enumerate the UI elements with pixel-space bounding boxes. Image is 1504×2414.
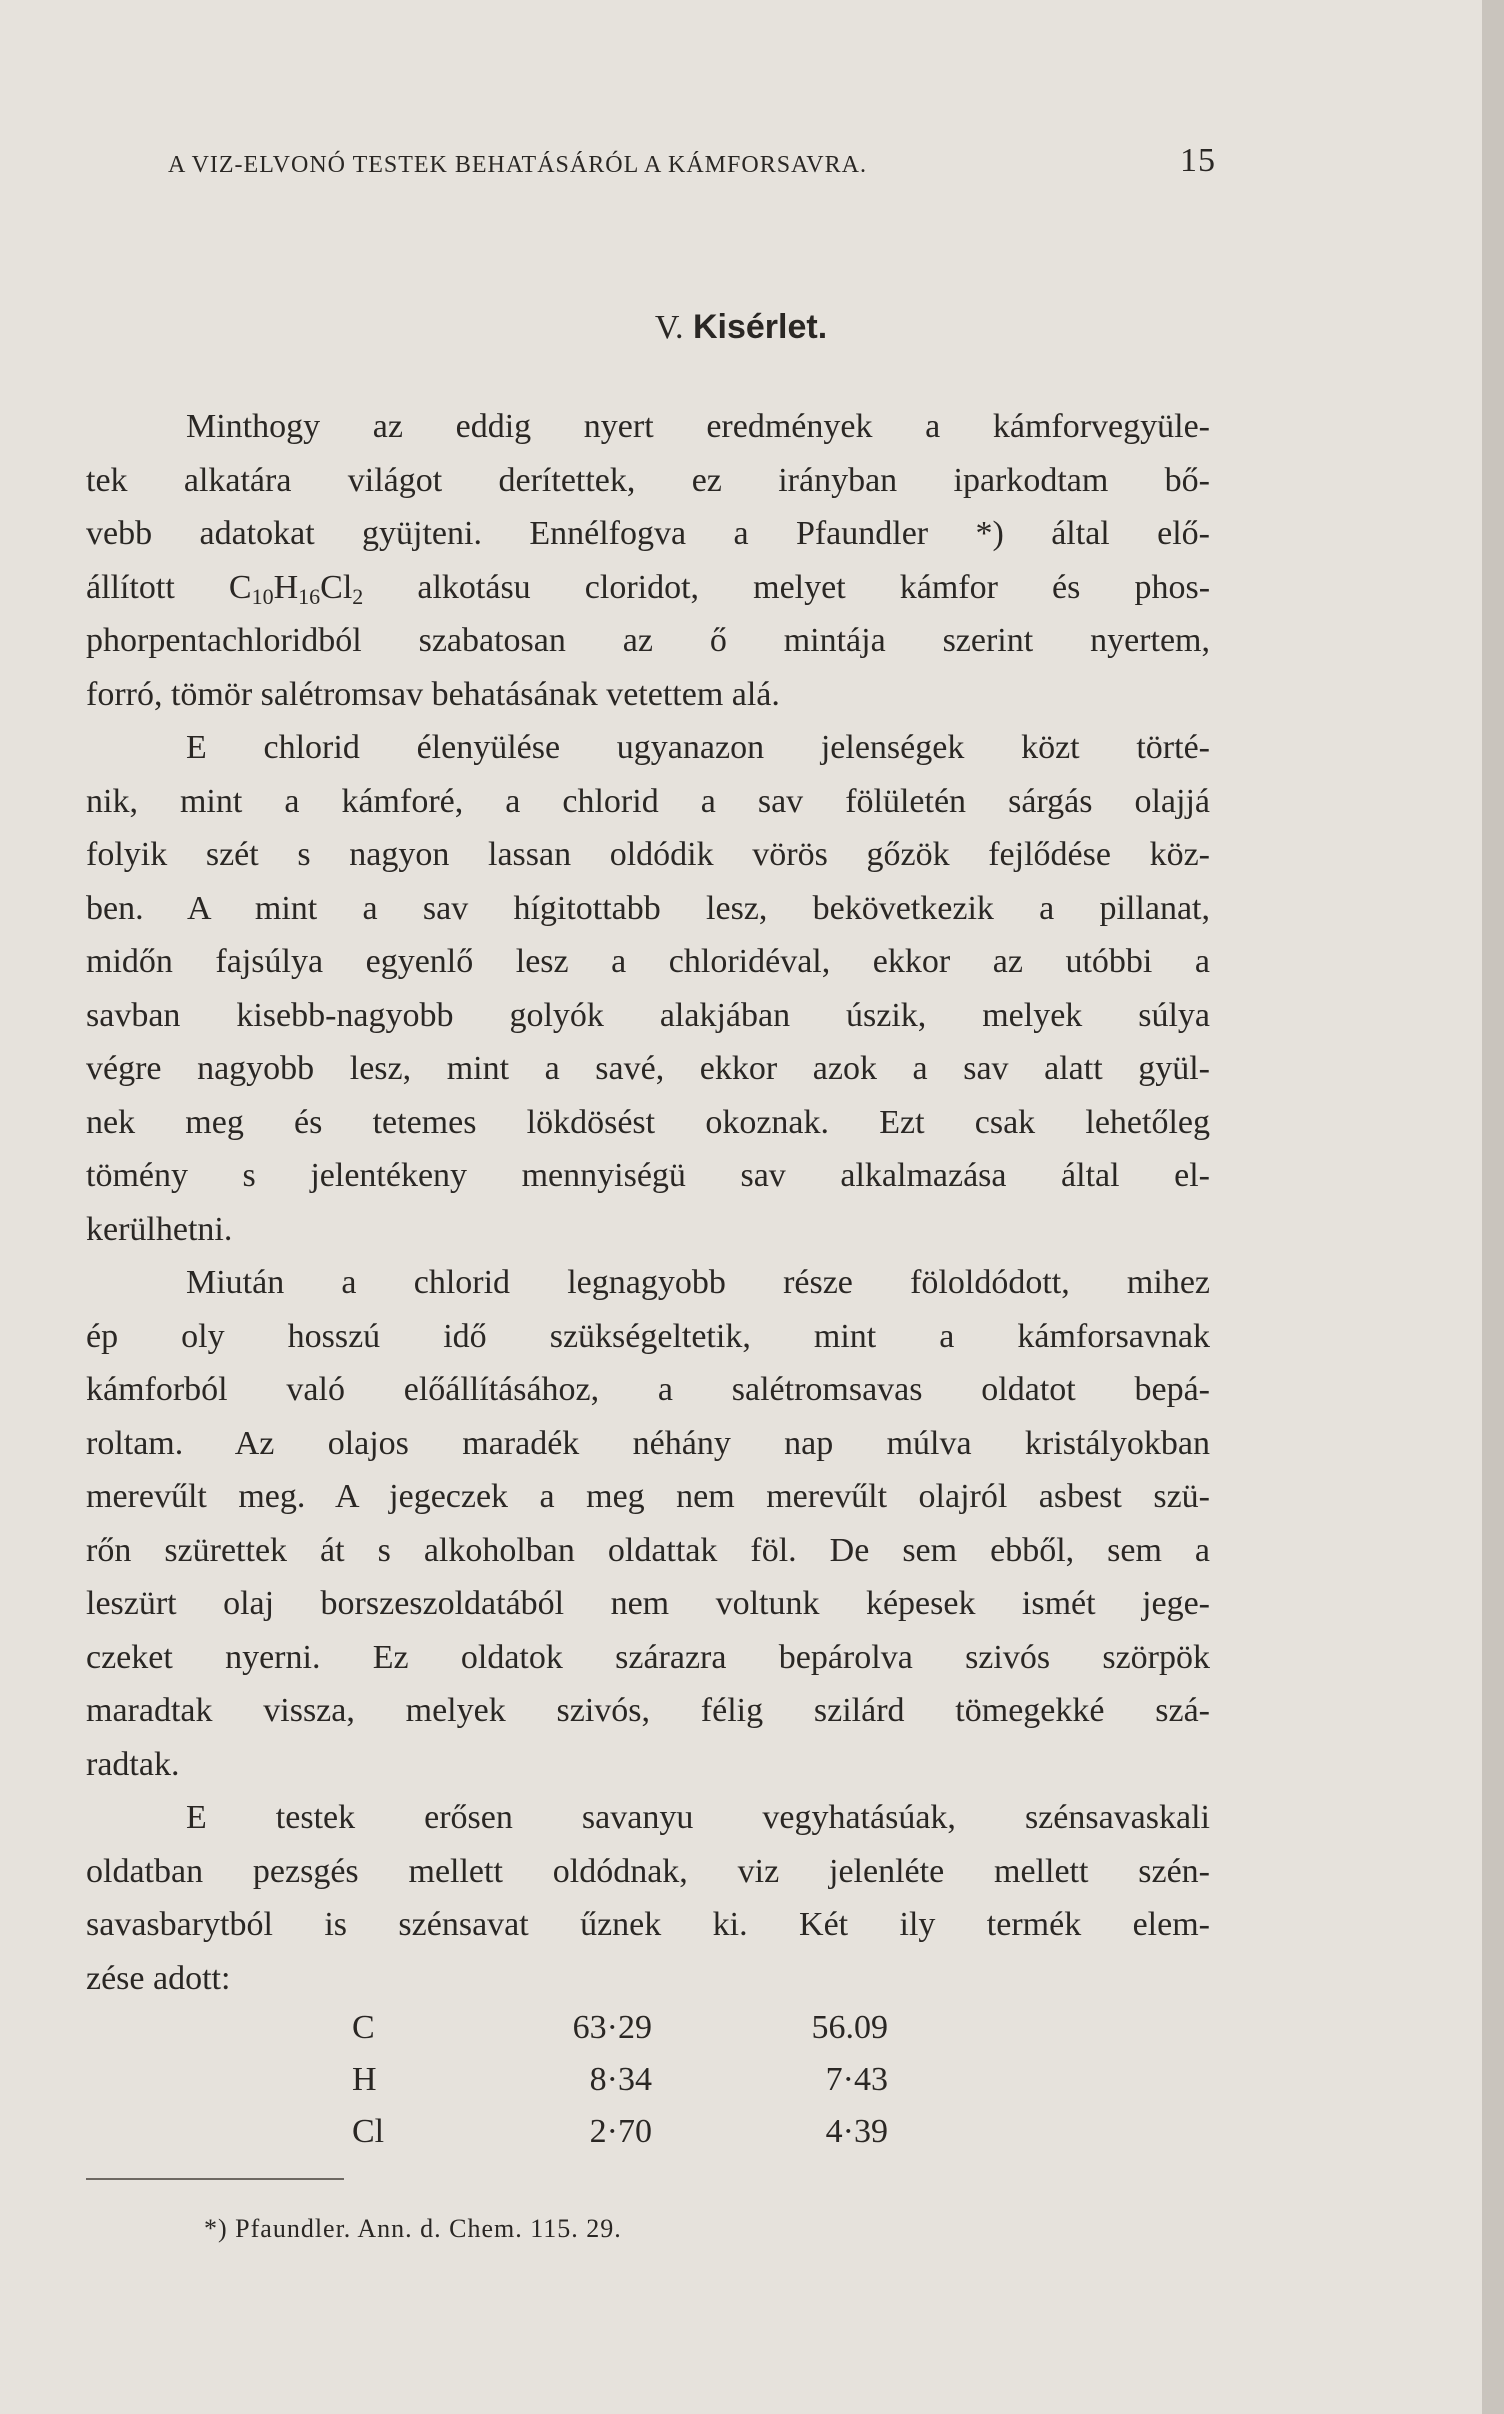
value-cell: 4·39 xyxy=(825,2113,888,2150)
footnote-rule xyxy=(86,2178,344,2180)
footnote: *) Pfaundler. Ann. d. Chem. 115. 29. xyxy=(204,2214,622,2243)
text-line: Minthogy az eddig nyert eredmények a kámforvegyüle- xyxy=(186,408,1210,445)
section-numeral: V. xyxy=(654,309,684,346)
text-line: czeket nyerni. Ez oldatok szárazra bepárolva szivós szörpök xyxy=(86,1638,1210,1676)
text-line: radtak. xyxy=(86,1745,180,1783)
text-line: midőn fajsúlya egyenlő lesz a chloridéval, ekkor az utóbbi a xyxy=(86,943,1210,980)
table-row xyxy=(352,2002,912,2054)
section-heading xyxy=(0,308,1482,347)
text-line: zése adott: xyxy=(86,1959,231,1997)
text-line: forró, tömör salétromsav behatásának vetettem alá. xyxy=(86,675,780,713)
text-line: nek meg és tetemes lökdösést okoznak. Ezt csak lehetőleg xyxy=(86,1103,1210,1141)
text-line: kámforból való előállításához, a salétromsavas oldatot bepá- xyxy=(86,1371,1210,1408)
text-line: leszürt olaj borszeszoldatából nem voltunk képesek ismét jege- xyxy=(86,1585,1210,1622)
text-line: folyik szét s nagyon lassan oldódik vörös gőzök fejlődése köz- xyxy=(86,836,1210,873)
element-cell: Cl xyxy=(352,2113,385,2150)
table-row xyxy=(352,2106,912,2158)
text-line: kerülhetni. xyxy=(86,1210,233,1248)
element-cell: C xyxy=(352,2009,375,2046)
text-line: E chlorid élenyülése ugyanazon jelenségek közt törté- xyxy=(186,729,1210,766)
text-line: tek alkatára világot derítettek, ez irányban iparkodtam bő- xyxy=(86,461,1210,499)
text-line: Miután a chlorid legnagyobb része föloldódott, mihez xyxy=(186,1264,1210,1301)
running-head-title: A VIZ-ELVONÓ TESTEK BEHATÁSÁRÓL A KÁMFORSAVRA. xyxy=(168,152,867,178)
value-cell: 8·34 xyxy=(589,2061,652,2098)
page-number: 15 xyxy=(1180,142,1216,179)
value-cell: 56.09 xyxy=(811,2009,888,2046)
text-line: E testek erősen savanyu vegyhatásúak, szénsavaskali xyxy=(186,1799,1210,1836)
body-text xyxy=(86,400,1210,2005)
value-cell: 2·70 xyxy=(589,2113,652,2150)
value-cell: 7·43 xyxy=(825,2061,888,2098)
text-line: vebb adatokat gyüjteni. Ennélfogva a Pfaundler *) által elő- xyxy=(86,515,1210,552)
analysis-table xyxy=(352,2002,912,2158)
text-line: roltam. Az olajos maradék néhány nap múlva kristályokban xyxy=(86,1424,1210,1462)
text-fragment: alkotásu cloridot, melyet kámfor és phos- xyxy=(417,568,1211,606)
value-cell: 63·29 xyxy=(572,2009,652,2046)
text-line: merevűlt meg. A jegeczek a meg nem merevűlt olajról asbest szü- xyxy=(86,1478,1210,1515)
text-line: rőn szürettek át s alkoholban oldattak föl. De sem ebből, sem a xyxy=(86,1531,1210,1569)
text-line: nik, mint a kámforé, a chlorid a sav fölületén sárgás olajjá xyxy=(86,782,1210,820)
section-label: Kisérlet. xyxy=(692,308,828,346)
running-head xyxy=(168,142,1216,182)
text-line: savasbarytból is szénsavat űznek ki. Két ily termék elem- xyxy=(86,1906,1210,1943)
text-line-formula xyxy=(86,561,1210,615)
text-line: savban kisebb-nagyobb golyók alakjában úszik, melyek súlya xyxy=(86,996,1210,1034)
text-line: ép oly hosszú idő szükségeltetik, mint a kámforsavnak xyxy=(86,1317,1210,1355)
element-cell: H xyxy=(352,2061,377,2098)
chemical-formula: $C_{10}H_{16}Cl_2$ xyxy=(228,568,364,609)
text-line: phorpentachloridból szabatosan az ő mintája szerint nyertem, xyxy=(86,622,1210,659)
text-line: végre nagyobb lesz, mint a savé, ekkor azok a sav alatt gyül- xyxy=(86,1050,1210,1087)
text-line: tömény s jelentékeny mennyiségü sav alkalmazása által el- xyxy=(86,1157,1210,1194)
text-fragment: állított xyxy=(86,568,175,606)
text-line: ben. A mint a sav hígitottabb lesz, bekövetkezik a pillanat, xyxy=(86,889,1210,927)
text-line: maradtak vissza, melyek szivós, félig szilárd tömegekké szá- xyxy=(86,1692,1210,1729)
text-line: oldatban pezsgés mellett oldódnak, viz jelenléte mellett szén- xyxy=(86,1852,1210,1890)
table-row xyxy=(352,2054,912,2106)
